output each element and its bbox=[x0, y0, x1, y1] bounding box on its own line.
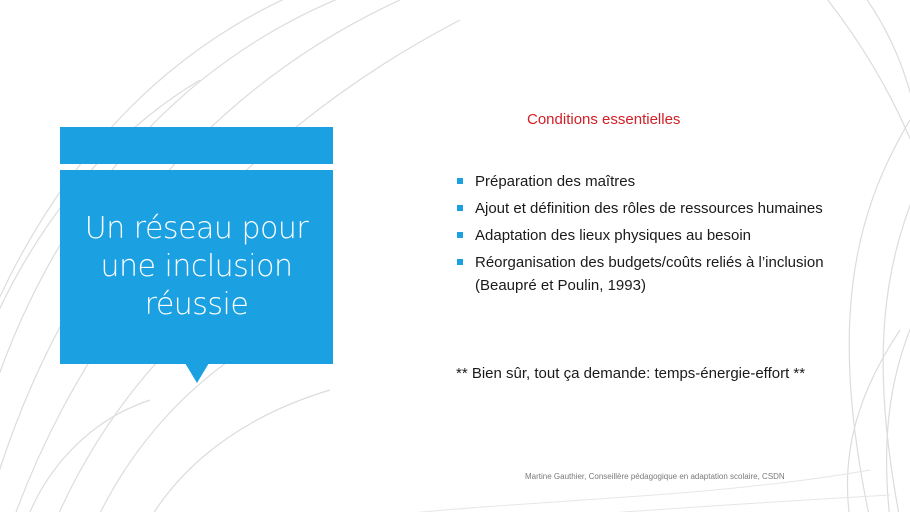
bullet-text: Préparation des maîtres bbox=[475, 173, 636, 190]
bullet-item bbox=[456, 197, 836, 220]
footer-credit: Martine Gauthier, Conseillère pédagogique en adaptation scolaire, CSDN bbox=[525, 472, 785, 481]
bullet-text: Adaptation des lieux physiques au besoin bbox=[475, 227, 752, 244]
bullet-item bbox=[456, 251, 836, 297]
bullet-text: Réorganisation des budgets/coûts reliés à l’inclusion (Beaupré et Poulin, 1993) bbox=[475, 254, 824, 294]
square-bullet-icon bbox=[457, 205, 463, 211]
subheading: Conditions essentielles bbox=[527, 111, 681, 128]
square-bullet-icon bbox=[457, 232, 463, 238]
square-bullet-icon bbox=[457, 259, 463, 265]
bullet-item bbox=[456, 224, 836, 247]
bullet-item bbox=[456, 170, 836, 193]
bullet-list bbox=[456, 170, 836, 301]
square-bullet-icon bbox=[457, 178, 463, 184]
slide-title: Un réseau pour une inclusion réussie bbox=[84, 211, 309, 322]
bullet-text: Ajout et définition des rôles de ressources humaines bbox=[475, 200, 823, 217]
note-text: ** Bien sûr, tout ça demande: temps-énergie-effort ** bbox=[456, 365, 806, 382]
title-pointer bbox=[185, 363, 209, 383]
title-top-band bbox=[60, 127, 333, 164]
title-box bbox=[60, 170, 333, 364]
